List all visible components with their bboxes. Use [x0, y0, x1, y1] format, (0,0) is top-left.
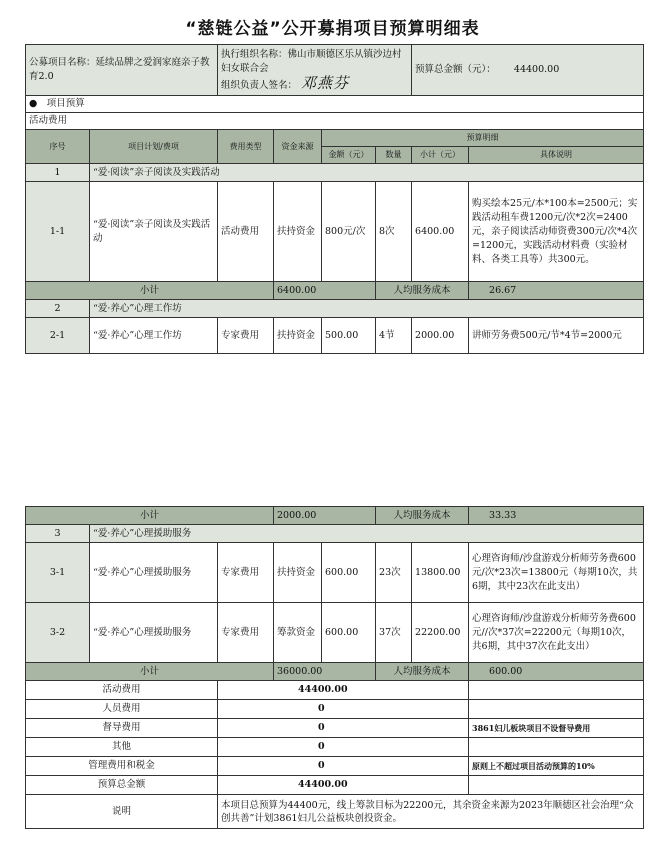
row-source: 扶持资金 [274, 318, 322, 354]
activity-label: 活动费用 [26, 113, 644, 130]
section-label: ● 项目预算 [26, 96, 644, 113]
group-row [26, 164, 644, 182]
summary-value: 44400.00 [218, 776, 469, 795]
leader-signature: 邓燕芬 [301, 73, 350, 92]
summary-label: 人员费用 [26, 700, 218, 719]
summary-label: 管理费用和税金 [26, 757, 218, 776]
org-leader-label: 组织负责人签名： [221, 79, 298, 91]
row-source: 扶持资金 [274, 182, 322, 282]
row-seq: 1-1 [26, 182, 90, 282]
row-name: “爱·阅读”亲子阅读及实践活动 [90, 182, 218, 282]
per-capita-value: 26.67 [469, 282, 644, 300]
col-subtotal: 小计（元） [412, 147, 469, 164]
org-name: 执行组织名称：佛山市顺德区乐从镇沙边村妇女联合会 [221, 48, 402, 74]
summary-label: 其他 [26, 738, 218, 757]
subtotal-row [26, 282, 644, 300]
subtotal-label: 小计 [26, 507, 274, 525]
explain-text: 本项目总预算为44400元，线上筹款目标为22200元，其余资金来源为2023年顺德区社会治理“众创共善”计划3861妇儿公益板块创投资金。 [218, 795, 644, 829]
row-subtotal: 6400.00 [412, 182, 469, 282]
group-seq: 1 [26, 164, 90, 182]
col-type: 费用类型 [218, 130, 274, 164]
summary-row [26, 738, 644, 757]
summary-row [26, 681, 644, 700]
row-type: 专家费用 [218, 318, 274, 354]
summary-value: 0 [218, 700, 469, 719]
per-capita-label: 人均服务成本 [376, 282, 469, 300]
summary-label: 预算总金额 [26, 776, 218, 795]
budget-table-page1 [25, 44, 644, 354]
col-source: 资金来源 [274, 130, 322, 164]
table-row [26, 603, 644, 663]
table-row [26, 543, 644, 603]
row-source: 扶持资金 [274, 543, 322, 603]
row-amount: 600.00 [322, 603, 376, 663]
subtotal-value: 2000.00 [274, 507, 376, 525]
table-row [26, 182, 644, 282]
project-name: 公募项目名称：延续品牌之爱润家庭亲子教育2.0 [26, 45, 218, 96]
summary-note [469, 738, 644, 757]
subtotal-value: 6400.00 [274, 282, 376, 300]
row-type: 专家费用 [218, 603, 274, 663]
total-budget-cell [412, 45, 644, 96]
row-qty: 23次 [376, 543, 412, 603]
group-name: “爱·养心”心理援助服务 [90, 525, 644, 543]
summary-note [469, 776, 644, 795]
table-row [26, 318, 644, 354]
per-capita-label: 人均服务成本 [376, 507, 469, 525]
summary-row [26, 776, 644, 795]
row-desc: 讲师劳务费500元/节*4节=2000元 [469, 318, 644, 354]
row-qty: 8次 [376, 182, 412, 282]
group-seq: 3 [26, 525, 90, 543]
row-type: 活动费用 [218, 182, 274, 282]
col-desc: 具体说明 [469, 147, 644, 164]
document-title: “慈链公益”公开募捐项目预算明细表 [185, 19, 480, 39]
col-detail: 预算明细 [322, 130, 644, 147]
row-seq: 2-1 [26, 318, 90, 354]
total-budget-label: 预算总金额（元）： [415, 64, 496, 75]
row-seq: 3-2 [26, 603, 90, 663]
per-capita-value: 600.00 [469, 663, 644, 681]
row-source: 筹款资金 [274, 603, 322, 663]
row-qty: 4节 [376, 318, 412, 354]
summary-row [26, 719, 644, 738]
org-info-cell [218, 45, 412, 96]
group-row [26, 525, 644, 543]
group-row [26, 300, 644, 318]
row-seq: 3-1 [26, 543, 90, 603]
col-amount: 金额（元） [322, 147, 376, 164]
subtotal-row [26, 663, 644, 681]
row-subtotal: 22200.00 [412, 603, 469, 663]
col-seq: 序号 [26, 130, 90, 164]
col-plan: 项目计划/费项 [90, 130, 218, 164]
summary-value: 44400.00 [218, 681, 469, 700]
row-amount: 600.00 [322, 543, 376, 603]
row-amount: 500.00 [322, 318, 376, 354]
summary-note [469, 700, 644, 719]
summary-value: 0 [218, 719, 469, 738]
row-amount: 800元/次 [322, 182, 376, 282]
summary-value: 0 [218, 738, 469, 757]
explain-label: 说明 [26, 795, 218, 829]
org-leader-row [221, 73, 408, 93]
row-subtotal: 13800.00 [412, 543, 469, 603]
summary-row [26, 700, 644, 719]
summary-note: 原则上不超过项目活动预算的10% [469, 757, 644, 776]
subtotal-row [26, 507, 644, 525]
per-capita-value: 33.33 [469, 507, 644, 525]
row-name: “爱·养心”心理工作坊 [90, 318, 218, 354]
row-qty: 37次 [376, 603, 412, 663]
subtotal-label: 小计 [26, 663, 274, 681]
summary-row [26, 757, 644, 776]
group-name: “爱·养心”心理工作坊 [90, 300, 644, 318]
summary-label: 督导费用 [26, 719, 218, 738]
row-name: “爱·养心”心理援助服务 [90, 543, 218, 603]
row-desc: 心理咨询师/沙盘游戏分析师劳务费600元//次*37次=22200元（每期10次，共6期，其中37次在此支出） [469, 603, 644, 663]
summary-value: 0 [218, 757, 469, 776]
col-qty: 数量 [376, 147, 412, 164]
group-name: “爱·阅读”亲子阅读及实践活动 [90, 164, 644, 182]
row-type: 专家费用 [218, 543, 274, 603]
subtotal-label: 小计 [26, 282, 274, 300]
row-desc: 购买绘本25元/本*100本=2500元；实践活动租车费1200元/次*2次=2400元，亲子阅读活动师资费300元/次*4次=1200元，实践活动材料费（实验材料、各类工具等）共300元。 [469, 182, 644, 282]
row-name: “爱·养心”心理援助服务 [90, 603, 218, 663]
row-subtotal: 2000.00 [412, 318, 469, 354]
budget-table-page2 [25, 506, 644, 829]
group-seq: 2 [26, 300, 90, 318]
summary-note [469, 681, 644, 700]
total-budget-value: 44400.00 [513, 64, 560, 75]
explain-row [26, 795, 644, 829]
summary-label: 活动费用 [26, 681, 218, 700]
row-desc: 心理咨询师/沙盘游戏分析师劳务费600元/次*23次=13800元（每期10次，共6期，其中23次在此支出） [469, 543, 644, 603]
per-capita-label: 人均服务成本 [376, 663, 469, 681]
subtotal-value: 36000.00 [274, 663, 376, 681]
summary-note: 3861妇儿板块项目不设督导费用 [469, 719, 644, 738]
